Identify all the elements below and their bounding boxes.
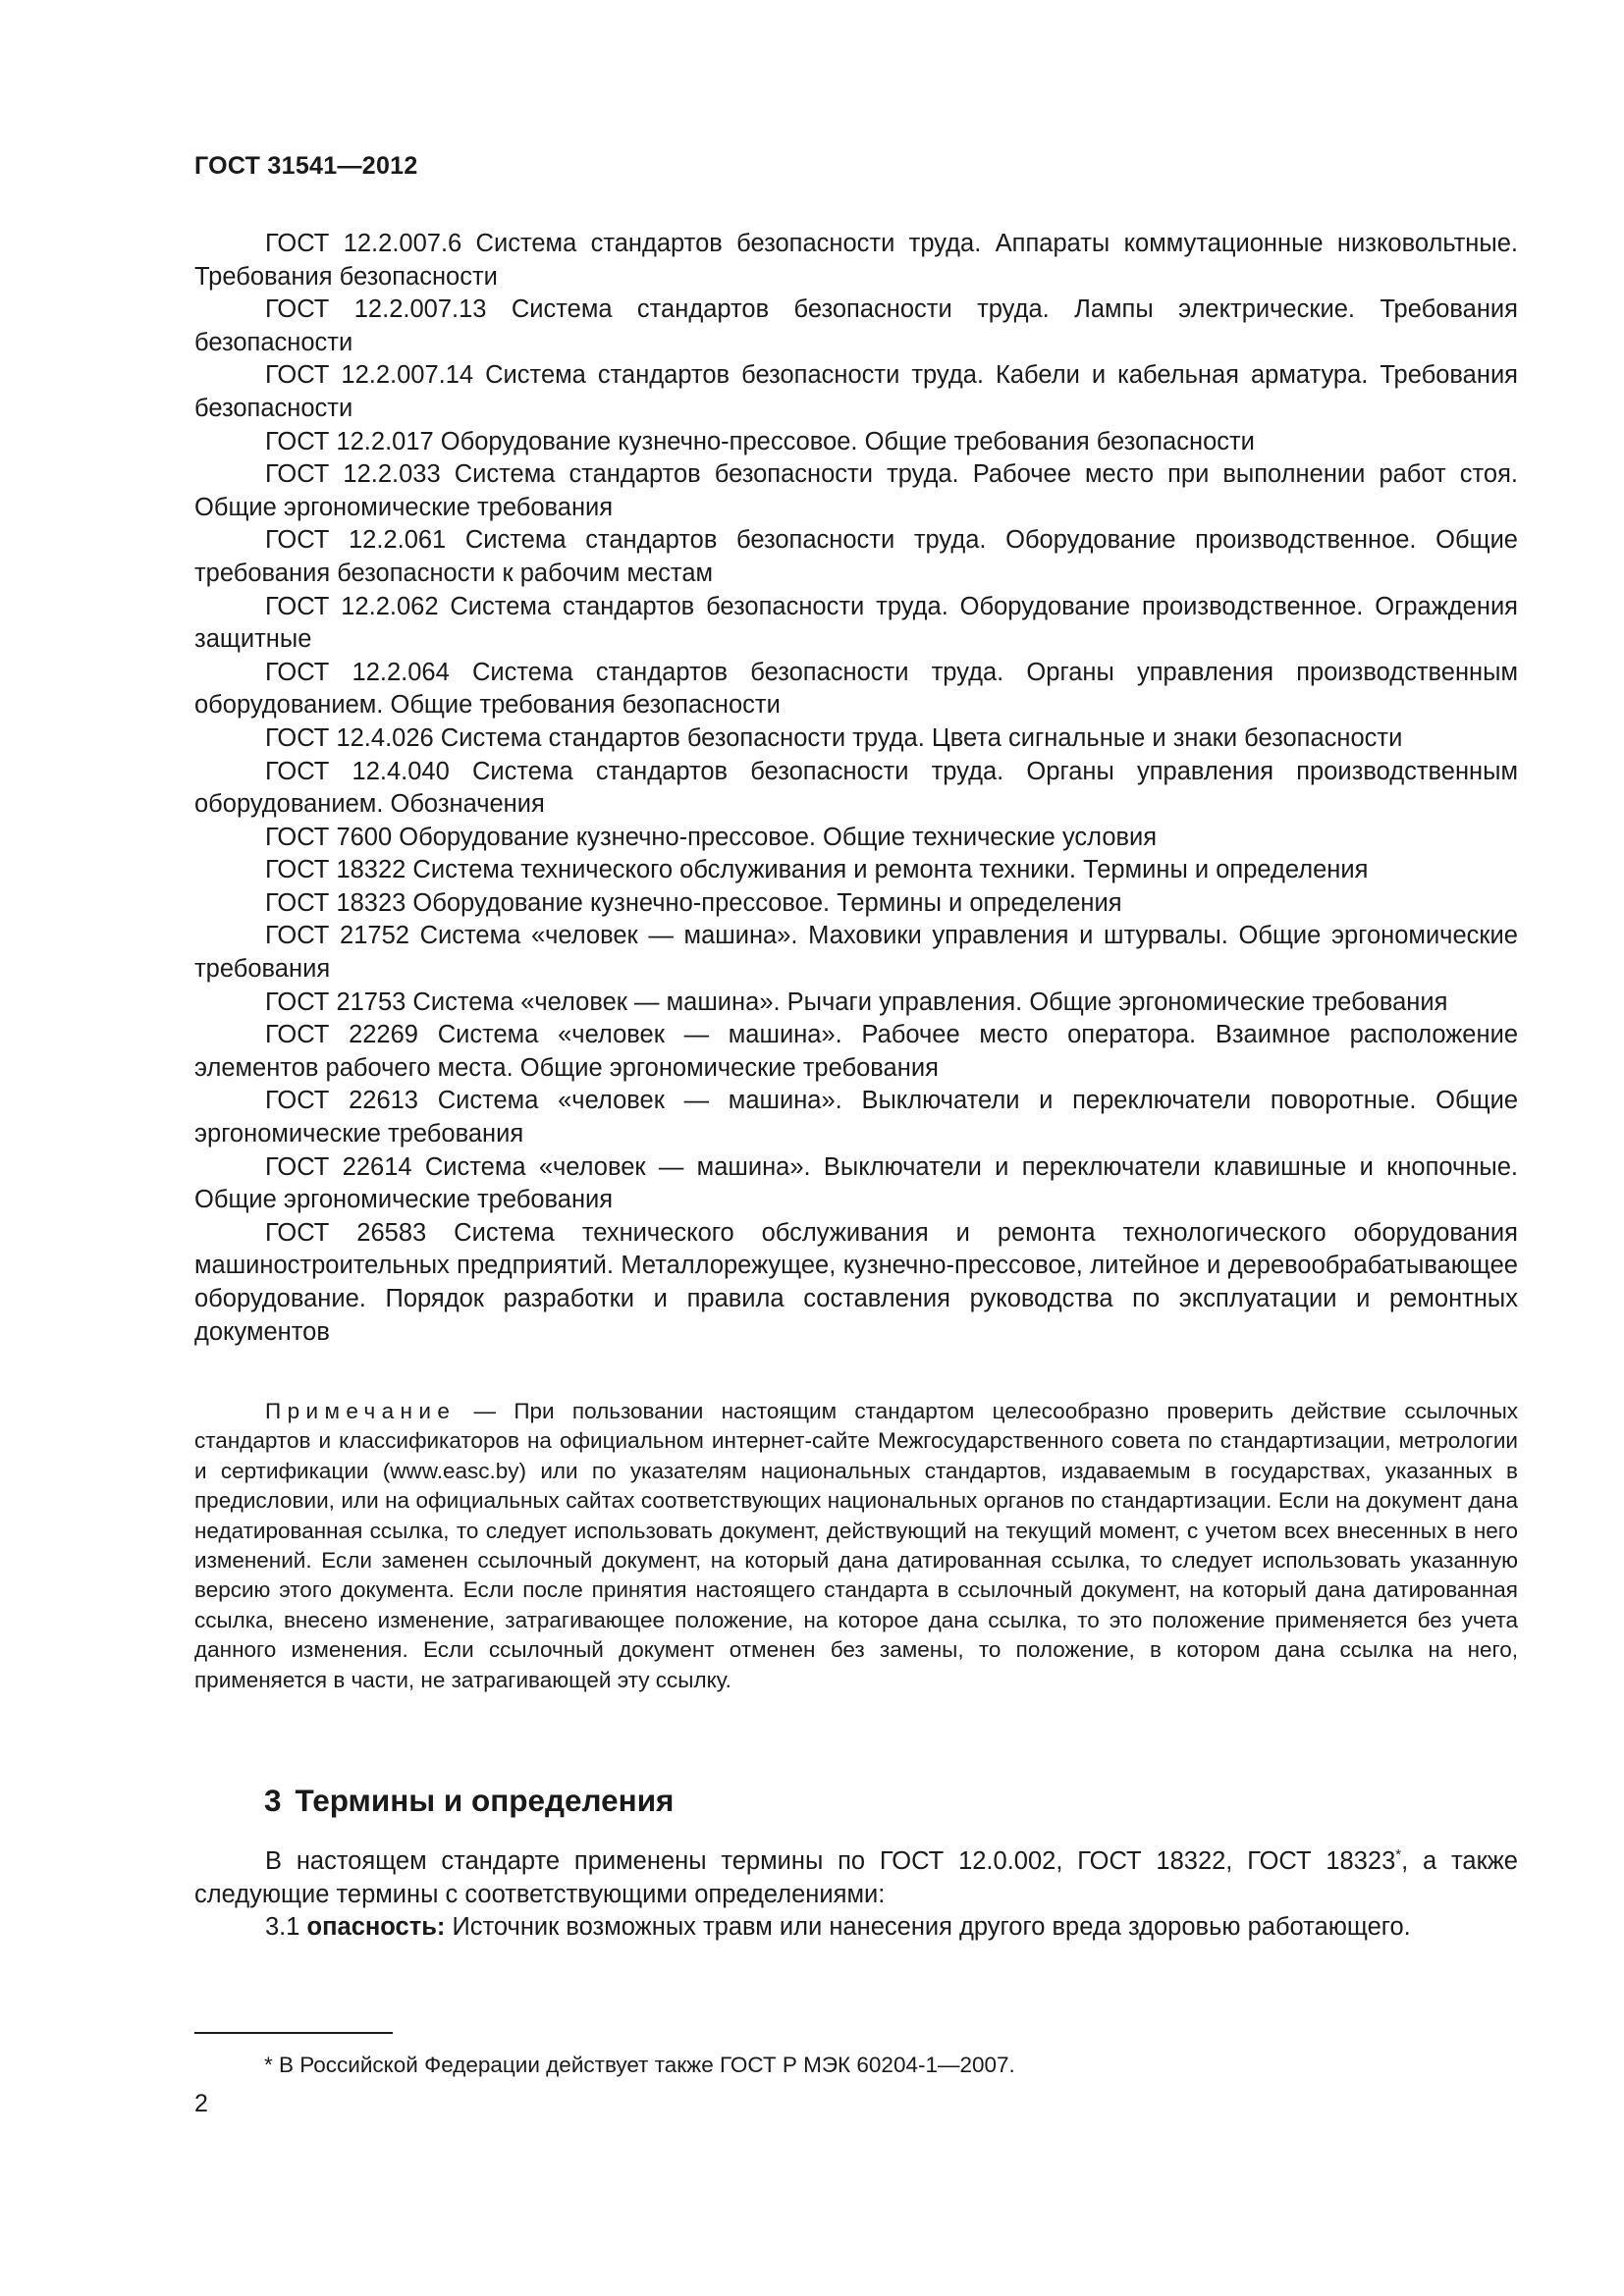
term-name: опасность:: [306, 1913, 446, 1942]
reference-item: ГОСТ 12.2.064 Система стандартов безопасности труда. Органы управления производственным оборудованием. Общие требования безопасности: [194, 658, 1518, 720]
term-entry: [194, 1911, 1518, 1945]
section-number: 3: [264, 1783, 282, 1818]
reference-item: ГОСТ 21753 Система «человек — машина». Рычаги управления. Общие эргономические требования: [265, 988, 1448, 1016]
document-header: ГОСТ 31541—2012: [194, 152, 418, 180]
reference-item: ГОСТ 12.2.007.6 Система стандартов безопасности труда. Аппараты коммутационные низковольтные. Требования безопасности: [194, 230, 1518, 291]
reference-item: ГОСТ 7600 Оборудование кузнечно-прессовое. Общие технические условия: [265, 823, 1158, 851]
footnote: * В Российской Федерации действует также ГОСТ Р МЭК 60204-1—2007.: [264, 2053, 1015, 2077]
section-heading: [264, 1783, 674, 1819]
footnote-mark: *: [1395, 1846, 1402, 1863]
normative-references-list: [194, 228, 1518, 1349]
terms-section-body: [194, 1845, 1518, 1945]
reference-item: ГОСТ 12.4.040 Система стандартов безопасности труда. Органы управления производственным оборудованием. Обозначения: [194, 757, 1518, 819]
reference-item: ГОСТ 22614 Система «человек — машина». Выключатели и переключатели клавишные и кнопочные. Общие эргономические требования: [194, 1152, 1518, 1214]
terms-intro: [194, 1845, 1518, 1911]
reference-item: ГОСТ 22613 Система «человек — машина». Выключатели и переключатели поворотные. Общие эргономические требования: [194, 1087, 1518, 1148]
section-title-text: Термины и определения: [295, 1783, 675, 1818]
reference-item: ГОСТ 12.2.033 Система стандартов безопасности труда. Рабочее место при выполнении работ стоя. Общие эргономические требования: [194, 460, 1518, 521]
term-number: 3.1: [265, 1913, 300, 1942]
reference-item: ГОСТ 26583 Система технического обслуживания и ремонта технологического оборудования машиностроительных предприятий. Металлорежущее, кузнечно-прессовое, литейное и деревообрабатывающее оборудование. Порядок разработки и правила составления руководства по эксплуатации и ремонтных документов: [194, 1218, 1518, 1346]
reference-item: ГОСТ 12.2.007.13 Система стандартов безопасности труда. Лампы электрические. Требования безопасности: [194, 295, 1518, 356]
terms-intro-text-end: , а также следующие термины с соответствующими определениями:: [194, 1847, 1518, 1908]
reference-item: ГОСТ 12.2.062 Система стандартов безопасности труда. Оборудование производственное. Ограждения защитные: [194, 592, 1518, 654]
reference-item: ГОСТ 18323 Оборудование кузнечно-прессовое. Термины и определения: [265, 888, 1122, 917]
reference-item: ГОСТ 22269 Система «человек — машина». Рабочее место оператора. Взаимное расположение элементов рабочего места. Общие эргономические требования: [194, 1021, 1518, 1082]
term-definition: Источник возможных травм или нанесения другого вреда здоровью работающего.: [445, 1913, 1411, 1942]
reference-item: ГОСТ 12.2.007.14 Система стандартов безопасности труда. Кабели и кабельная арматура. Требования безопасности: [194, 361, 1518, 422]
note-label: Примечание: [265, 1399, 457, 1423]
page-number: 2: [194, 2090, 208, 2117]
reference-item: ГОСТ 18322 Система технического обслуживания и ремонта техники. Термины и определения: [265, 856, 1369, 884]
reference-item: ГОСТ 12.2.061 Система стандартов безопасности труда. Оборудование производственное. Общие требования безопасности к рабочим местам: [194, 526, 1518, 587]
footnote-separator: [194, 2032, 393, 2034]
reference-item: ГОСТ 21752 Система «человек — машина». Маховики управления и штурвалы. Общие эргономические требования: [194, 922, 1518, 984]
terms-intro-text: В настоящем стандарте применены термины по ГОСТ 12.0.002, ГОСТ 18322, ГОСТ 18323: [265, 1847, 1396, 1875]
reference-item: ГОСТ 12.2.017 Оборудование кузнечно-прессовое. Общие требования безопасности: [265, 427, 1255, 455]
reference-item: ГОСТ 12.4.026 Система стандартов безопасности труда. Цвета сигнальные и знаки безопасности: [265, 723, 1403, 752]
note-paragraph: [194, 1397, 1518, 1695]
note-text: — При пользовании настоящим стандартом целесообразно проверить действие ссылочных стандартов и классификаторов на официальном интернет-сайте Межгосударственного совета по стандартизации, метрологии и сертификации (www.easc.by) или по указателям национальных стандартов, издаваемым в государствах, указанных в предисловии, или на официальных сайтах соответствующих национальных органов по стандартизации. Если на документ дана недатированная ссылка, то следует использовать документ, действующий на текущий момент, с учетом всех внесенных в него изменений. Если заменен ссылочный документ, на который дана датированная ссылка, то следует использовать указанную версию этого документа. Если после принятия настоящего стандарта в ссылочный документ, на который дана датированная ссылка, внесено изменение, затрагивающее положение, на которое дана ссылка, то это положение применяется без учета данного изменения. Если ссылочный документ отменен без замены, то положение, в котором дана ссылка на него, применяется в части, не затрагивающей эту ссылку.: [194, 1399, 1518, 1692]
